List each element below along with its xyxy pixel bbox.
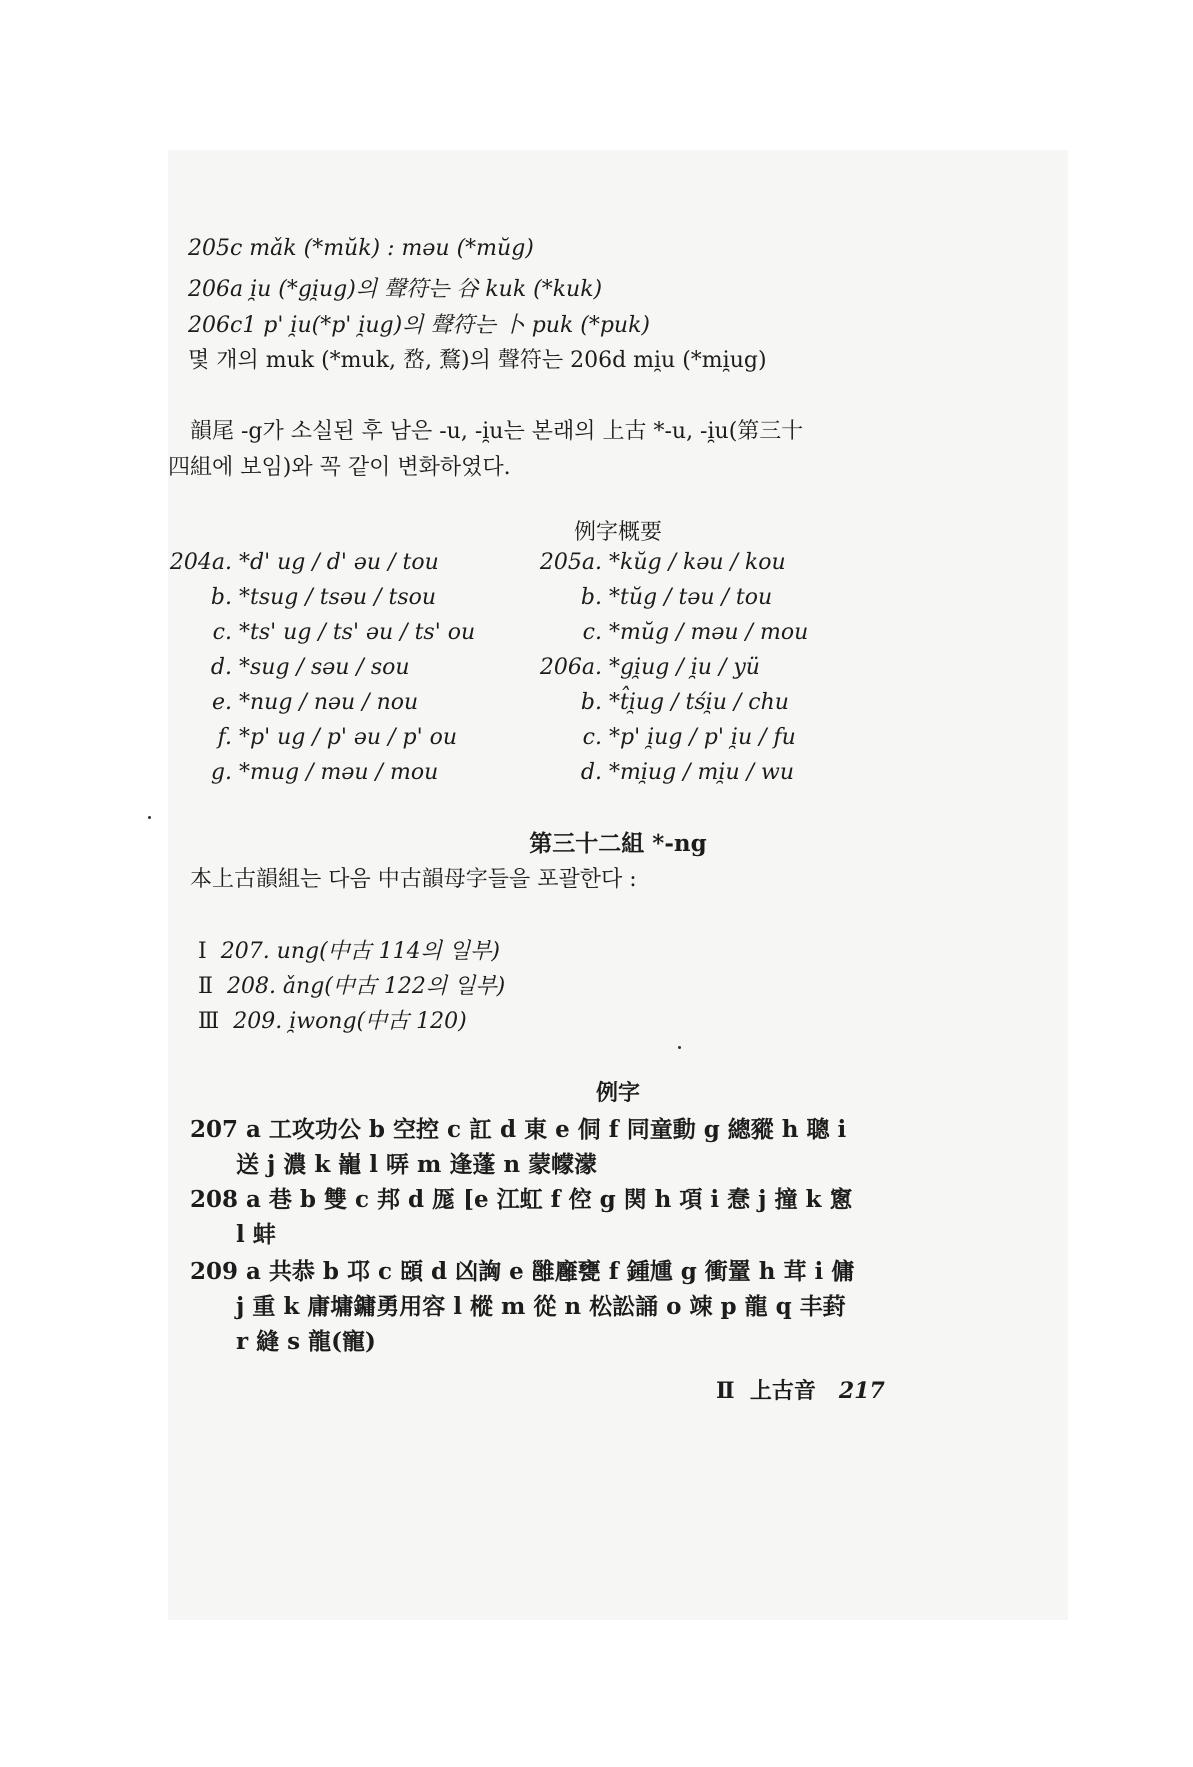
row-text: *tŭg / tǝu / tou — [609, 585, 773, 610]
row-number: c. — [212, 620, 232, 645]
summary-left-row — [160, 760, 438, 785]
summary-left-row — [160, 585, 436, 610]
summary-right-row — [530, 725, 796, 750]
row-number: c. — [582, 725, 602, 750]
paragraph-line-1: 韻尾 -g가 소실된 후 남은 -u, -i̯u는 본래의 上古 *-u, -i̯u(第三十 — [190, 419, 804, 444]
summary-title: 例字概要 — [573, 520, 662, 545]
summary-right-row — [530, 585, 772, 610]
row-number: b. — [580, 585, 602, 610]
example-208-line-1: 208 a 巷 b 雙 c 邦 d 厖 [e 江虹 f 倥 g 関 h 項 i 惷 j 撞 k 窻 — [190, 1186, 853, 1213]
example-207-line-1: 207 a 工攻功公 b 空控 c 訌 d 東 e 侗 f 同童動 g 總豵 h 聰 i — [190, 1116, 847, 1143]
row-number: 206a. — [539, 655, 602, 680]
row-number: f. — [217, 725, 232, 750]
row-number: e. — [211, 690, 232, 715]
row-number: b. — [210, 585, 232, 610]
footer-roman: Ⅱ — [716, 1378, 735, 1404]
section-heading: 第三十二組 *-ng — [529, 830, 707, 857]
page-footer — [716, 1374, 885, 1405]
summary-right-row — [530, 655, 760, 680]
row-text: *kŭg / kǝu / kou — [609, 550, 786, 575]
stray-mark — [678, 1046, 681, 1049]
section-item-2 — [198, 969, 505, 1000]
section-item-3 — [198, 1004, 467, 1035]
example-208-line-2: l 蚌 — [236, 1221, 276, 1248]
roman-numeral: Ⅰ — [198, 939, 207, 964]
intro-line-4: 몇 개의 muk (*muk, 嵍, 鶩)의 聲符는 206d mi̯u (*mi̯ug) — [188, 348, 767, 373]
example-209-line-2: j 重 k 庸墉鏞勇用容 l 樅 m 從 n 松訟誦 o 竦 p 龍 q 丰葑 — [236, 1293, 846, 1320]
row-text: *ts' ug / ts' ǝu / ts' ou — [239, 620, 476, 645]
section-intro: 本上古韻組는 다음 中古韻母字들을 포괄한다 : — [190, 867, 637, 892]
intro-line-3: 206c1 p' i̯u(*p' i̯ug)의 聲符는 卜 puk (*puk) — [188, 313, 651, 338]
example-207-line-2: 送 j 濃 k 巃 l 哢 m 逢蓬 n 蒙幪濛 — [236, 1151, 598, 1178]
row-number: 205a. — [539, 550, 602, 575]
row-text: *gi̯ug / i̯u / yü — [609, 655, 760, 680]
examples-title: 例字 — [595, 1080, 640, 1106]
row-text: *mŭg / mǝu / mou — [609, 620, 809, 645]
item-text: 207. ung(中古 114의 일부) — [220, 939, 501, 964]
row-text: *tsug / tsǝu / tsou — [239, 585, 437, 610]
summary-right-row — [530, 690, 789, 715]
item-text: 208. ǎng(中古 122의 일부) — [226, 974, 506, 999]
paragraph-line-2: 四組에 보임)와 꼭 같이 변화하였다. — [168, 455, 511, 480]
row-number: d. — [210, 655, 232, 680]
stray-mark — [148, 816, 151, 819]
summary-right-row — [530, 620, 808, 645]
row-number: c. — [582, 620, 602, 645]
row-text: *mug / mǝu / mou — [239, 760, 439, 785]
row-text: *nug / nǝu / nou — [239, 690, 419, 715]
row-number: g. — [210, 760, 232, 785]
summary-left-row — [160, 620, 475, 645]
summary-left-row — [160, 550, 439, 575]
page-number: 217 — [838, 1378, 885, 1404]
summary-right-row — [530, 550, 786, 575]
summary-left-row — [160, 690, 418, 715]
item-text: 209. i̯wong(中古 120) — [233, 1009, 467, 1034]
footer-title: 上古音 — [749, 1378, 816, 1404]
row-text: *d' ug / d' ǝu / tou — [239, 550, 439, 575]
intro-line-2: 206a i̯u (*gi̯ug)의 聲符는 谷 kuk (*kuk) — [188, 277, 603, 302]
roman-numeral: Ⅲ — [198, 1009, 220, 1034]
row-number: 204a. — [169, 550, 232, 575]
row-text: *mi̯ug / mi̯u / wu — [609, 760, 795, 785]
row-text: *t̂i̯ug / tśi̯u / chu — [609, 690, 789, 715]
row-text: *sug / sǝu / sou — [239, 655, 410, 680]
row-text: *p' i̯ug / p' i̯u / fu — [609, 725, 796, 750]
intro-line-1: 205c mǎk (*mŭk) : mǝu (*mŭg) — [188, 236, 534, 261]
section-item-1 — [198, 934, 500, 965]
row-number: d. — [580, 760, 602, 785]
example-209-line-1: 209 a 共恭 b 邛 c 頣 d 凶詾 e 雝廱甕 f 鍾尰 g 衝罿 h 茸 i 傭 — [190, 1258, 855, 1285]
row-text: *p' ug / p' ǝu / p' ou — [239, 725, 458, 750]
example-209-line-3: r 縫 s 龍(寵) — [236, 1328, 376, 1355]
summary-right-row — [530, 760, 794, 785]
roman-numeral: Ⅱ — [198, 974, 213, 999]
summary-left-row — [160, 655, 410, 680]
row-number: b. — [580, 690, 602, 715]
summary-left-row — [160, 725, 457, 750]
